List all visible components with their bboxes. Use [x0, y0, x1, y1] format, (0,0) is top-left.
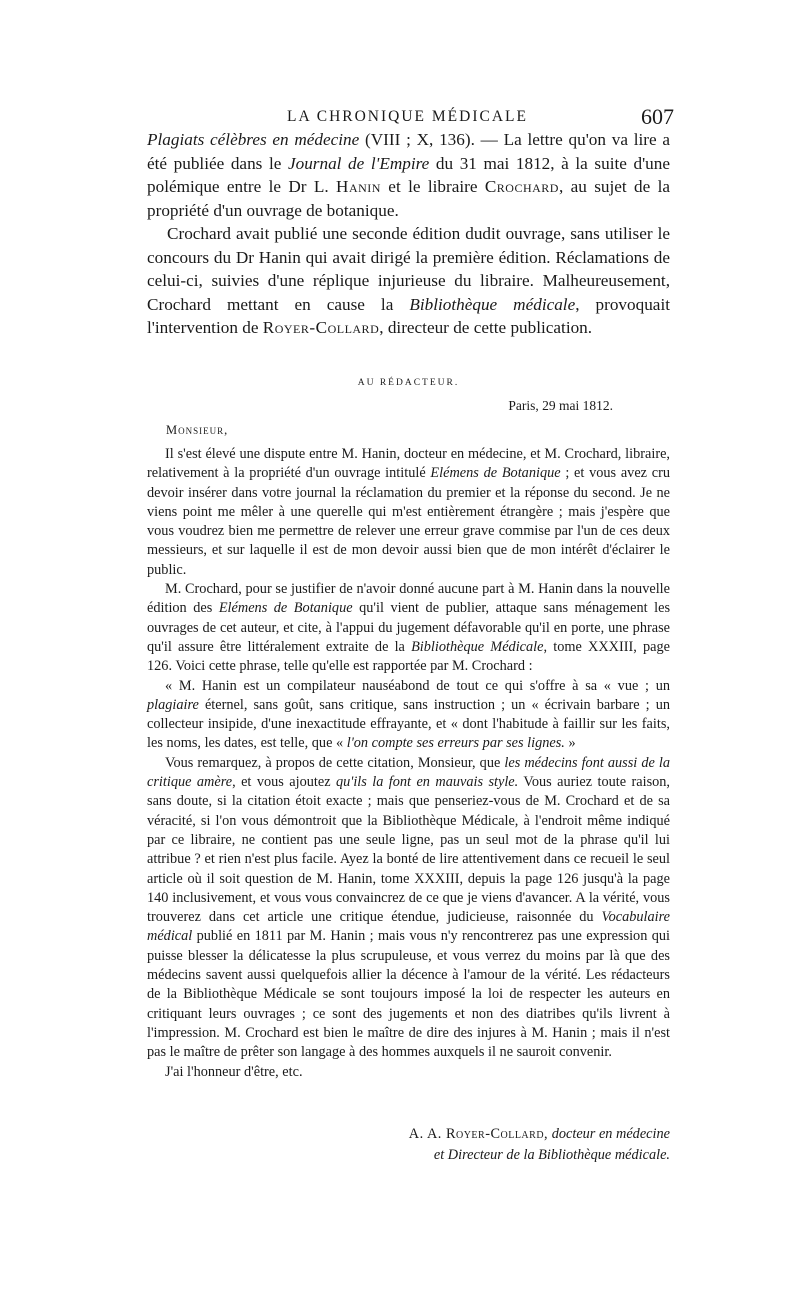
intro-paragraph-1 — [147, 128, 670, 222]
letter-salutation: Monsieur, — [166, 423, 229, 437]
letter-paragraph-1 — [147, 445, 670, 580]
letter-closing: J'ai l'honneur d'être, etc. — [165, 1063, 303, 1080]
letter-text: qu'il vient de publier, attaque sans ménagement les ouvrages de cet auteur, et cite, à l'appui du jugement défavorable qu'il en porte, une phrase qu'il assure être littéralement extraite de la — [147, 600, 671, 655]
letter-italic: qu'ils la font en mauvais style. — [335, 774, 519, 791]
signature-line-2 — [147, 1145, 670, 1166]
letter-paragraph-2 — [147, 580, 670, 676]
letter-body — [147, 445, 670, 1082]
letter-date: Paris, 29 mai 1812. — [508, 398, 613, 413]
book-title: Elémens de Botanique — [430, 465, 561, 482]
letter-text: M. Crochard, pour se justifier de n'avoir donné aucune part à M. Hanin dans la nouvelle édition des — [147, 581, 670, 617]
signature-name: A. A. Royer-Collard, — [408, 1126, 549, 1142]
letter-heading: AU RÉDACTEUR. — [357, 378, 460, 388]
quote-text: éternel, sans goût, sans critique, sans instruction ; un « écrivain barbare ; un collecteur insipide, d'une inexactitude effrayante, et « dont l'habitude à faillir sur les faits, les noms, les dates, est telle, que « — [147, 696, 670, 752]
letter-text: ; et vous avez cru devoir insérer dans votre journal la réclamation du premier et la réponse du second. Je ne viens point me mêler à une querelle qui m'est entièrement étrangère ; mais j'espère que vous voudrez bien me permettre de relever une erreur grave commise par l'un de ces deux messieurs, et sur laquelle il est de mon devoir aussi bien que de mon intérêt d'éclairer le public. — [147, 465, 670, 578]
letter-italic: les médecins font aussi de la critique amère — [147, 754, 671, 791]
bibliotheque-title: Bibliothèque médicale — [409, 294, 576, 314]
vocabulaire-title: Vocabulaire médical — [147, 909, 670, 945]
letter-text: Il s'est élevé une dispute entre M. Hanin, docteur en médecine, et M. Crochard, libraire, relativement à la propriété d'un ouvrage intitulé — [147, 446, 670, 482]
letter-text: Vous auriez toute raison, sans doute, si la citation étoit exacte ; mais que penseriez-vous de M. Crochard et de sa véracité, si l'on vous démontroit que la Bibliothèque Médicale, à l'endroit même indiqué par ce libraire, ne contient pas une seule ligne, pas un seul mot de la phrase qu'il lui attribue ? et rien n'est plus facile. Ayez la bonté de lire attentivement dans ce recueil le seul article où il soit question de M. Hanin, tome XXXIII, depuis la page 126 jusqu'à la page 140 inclusivement, et vous vous convaincrez de ce que je viens d'avancer. A la vérité, vous trouverez dans cet article une critique étendue, judicieuse, raisonnée du — [147, 774, 671, 926]
signature-line-1 — [147, 1124, 670, 1145]
intro-text: Crochard avait publié une seconde édition dudit ouvrage, sans utiliser le concours du Dr Hanin qui avait dirigé la première édition. Réclamations de celui-ci, suivies d'une réplique injurieuse du libraire. Malheureusement, Crochard mettant en cause la — [147, 224, 670, 314]
signature-role-2: et Directeur de la Bibliothèque médicale. — [433, 1147, 670, 1163]
quote-italic: plagiaire — [147, 696, 199, 713]
book-title: Elémens de Botanique — [218, 600, 353, 617]
letter-text: , tome XXXIII, page 126. Voici cette phrase, telle qu'elle est rapportée par M. Crochard : — [147, 638, 670, 675]
journal-name: Journal de l'Empire — [287, 153, 430, 173]
intro-text: , provoquait l'intervention de — [147, 294, 670, 337]
article-title: Plagiats célèbres en médecine — [147, 130, 360, 149]
intro-text: (VIII ; X, 136). — La lettre qu'on va lire a été publiée dans le — [147, 130, 670, 173]
intro-paragraph-2 — [147, 222, 670, 340]
quote-text: » — [564, 735, 576, 752]
quote-italic: l'on compte ses erreurs par ses lignes. — [346, 735, 565, 752]
letter-quotation — [147, 677, 670, 754]
page-number: 607 — [641, 104, 674, 129]
letter-paragraph-3 — [147, 754, 670, 1063]
intro-text: et le libraire — [380, 177, 485, 196]
intro-section — [147, 128, 670, 340]
bibliotheque-title: Bibliothèque Médicale — [411, 638, 544, 655]
quote-text: « M. Hanin est un compilateur nauséabond de tout ce qui s'offre à sa « vue ; un — [165, 677, 670, 694]
letter-text: , et vous ajoutez — [232, 774, 336, 791]
intro-text: du 31 mai 1812, à la suite d'une polémique entre le Dr L. — [147, 153, 670, 196]
name-royer-collard: Royer-Collard — [262, 318, 380, 337]
signature-role: docteur en médecine — [548, 1126, 670, 1142]
name-crochard: Crochard — [484, 177, 559, 196]
intro-text: , directeur de cette publication. — [379, 318, 593, 337]
intro-text: , au sujet de la propriété d'un ouvrage de botanique. — [147, 177, 671, 220]
signature-block — [147, 1124, 670, 1166]
letter-text: Vous remarquez, à propos de cette citation, Monsieur, que — [165, 754, 505, 771]
running-title: LA CHRONIQUE MÉDICALE — [287, 108, 528, 125]
letter-text: publié en 1811 par M. Hanin ; mais vous n'y rencontrerez pas une expression qui puisse blesser la délicatesse la plus scrupuleuse, et vous verrez du moins par là que des médecins savent aussi quelquefois allier la décence à l'amour de la vérité. Les rédacteurs de la Bibliothèque Médicale se sont toujours imposé la loi de respecter les auteurs en critiquant leurs ouvrages ; ce sont des jugements et non des diatribes qu'ils livrent à l'impression. M. Crochard est bien le maître de dire des injures à M. Hanin ; mais il n'est pas le maître de prêter son langage à des hommes auxquels il ne sauroit convenir. — [147, 928, 670, 1061]
name-hanin: Hanin — [336, 177, 381, 196]
